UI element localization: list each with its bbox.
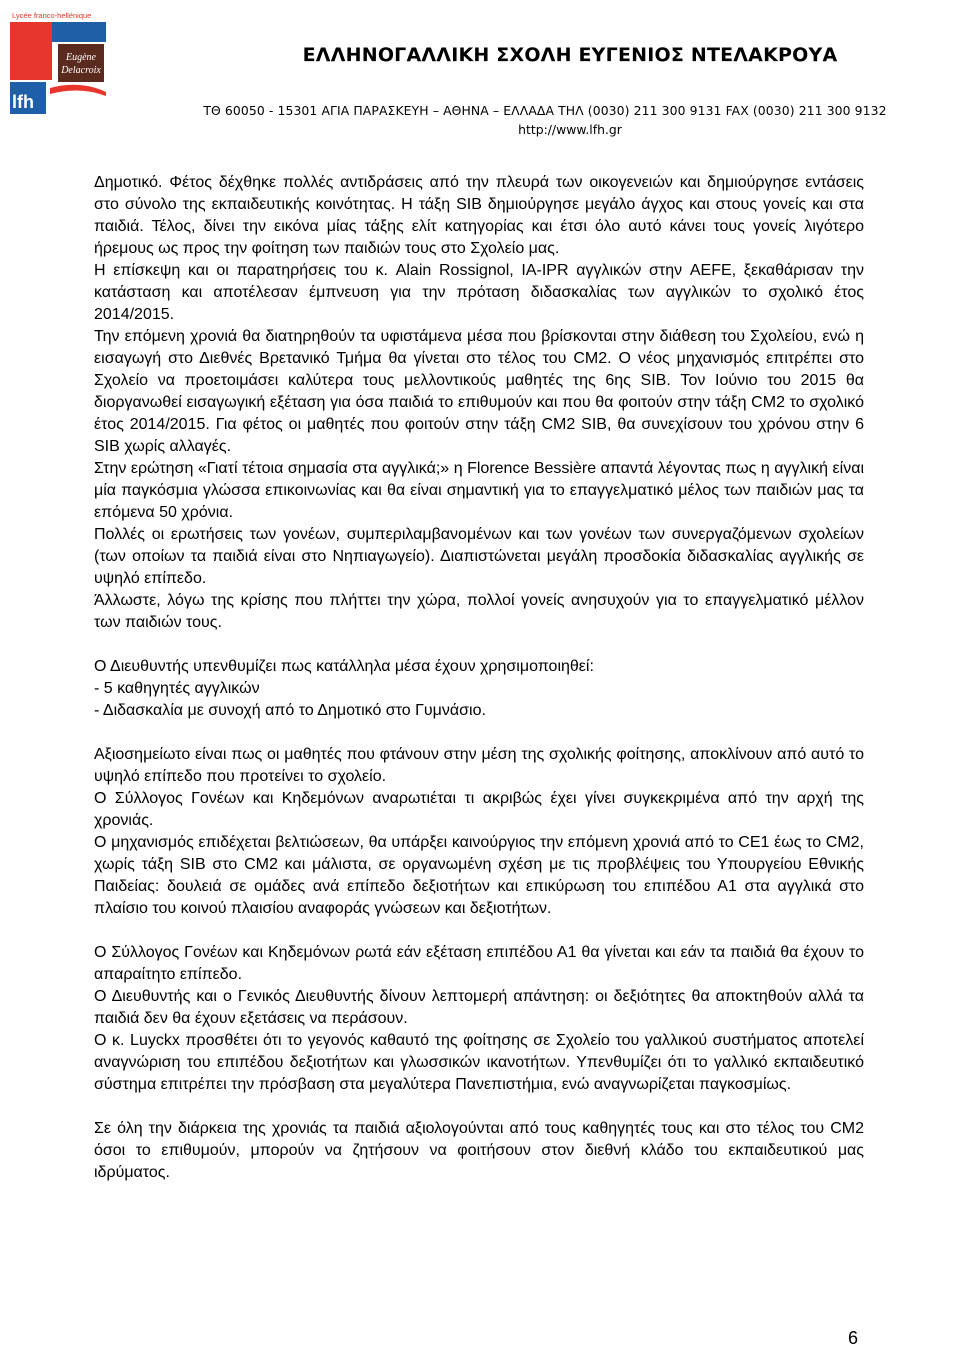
paragraph-6: Άλλωστε, λόγω της κρίσης που πλήττει την χώρα, πολλοί γονείς ανησυχούν για το επαγγελματικό μέλλον των παιδιών τους.	[94, 592, 864, 631]
paragraph-8: Αξιοσημείωτο είναι πως οι μαθητές που φτάνουν στην μέση της σχολικής φοίτησης, αποκλίνουν από αυτό το υψηλό επίπεδο που προτείνει το σχολείο.	[94, 746, 864, 785]
logo-blue-block	[52, 22, 106, 42]
logo-red-block	[10, 22, 52, 80]
school-url[interactable]: http://www.lfh.gr	[518, 122, 622, 137]
spacer	[94, 1096, 864, 1118]
school-logo	[10, 10, 110, 114]
logo-name-1: Eugène	[66, 52, 96, 63]
paragraph-5: Πολλές οι ερωτήσεις των γονέων, συμπεριλαμβανομένων και των γονέων των συνεργαζόμενων σχολείων (των οποίων τα παιδιά είναι στο Νηπιαγωγείο). Διαπιστώνεται μεγάλη προσδοκία διδασκαλίας αγγλικής σε υψηλό επίπεδο.	[94, 526, 864, 587]
paragraph-10: Ο μηχανισμός επιδέχεται βελτιώσεων, θα υπάρξει καινούργιος την επόμενη χρονιά από το CE1 έως το CM2, χωρίς τάξη SIB στο CM2 και μάλιστα, σε οργανωμένη σχέση με τις προβλέψεις του Υπουργείου Εθνικής Παιδείας: δουλειά σε ομάδες ανά επίπεδο δεξιοτήτων και επικύρωση του επιπέδου Α1 στα αγγλικά στο πλαίσιο του κοινού πλαισίου αναφοράς γνώσεων και δεξιοτήτων.	[94, 834, 864, 917]
list-item-2: - Διδασκαλία με συνοχή από το Δημοτικό στο Γυμνάσιο.	[94, 702, 486, 719]
spacer	[94, 920, 864, 942]
paragraph-9: Ο Σύλλογος Γονέων και Κηδεμόνων αναρωτιέται τι ακριβώς έχει γίνει συγκεκριμένα από την αρχή της χρονιάς.	[94, 790, 864, 829]
paragraph-1: Δημοτικό. Φέτος δέχθηκε πολλές αντιδράσεις από την πλευρά των οικογενειών και δημιούργησε εντάσεις στο σύνολο της εκπαιδευτικής κοινότητας. Η τάξη SIB δημιούργησε μεγάλο άγχος και στους γονείς και στα παιδιά. Τέλος, δίνει την εικόνα μίας τάξης ελίτ κατηγορίας και έτσι όλο αυτό κάνει τους γονείς λιγότερο ήρεμους ως προς την φοίτηση των παιδιών τους στο Σχολείο μας.	[94, 174, 864, 257]
school-address: ΤΘ 60050 - 15301 ΑΓΙΑ ΠΑΡΑΣΚΕΥΗ – ΑΘΗΝΑ – ΕΛΛΑΔΑ ΤΗΛ (0030) 211 300 9131 FAX (0030) 211 300 9132	[203, 103, 887, 118]
page-number: 6	[848, 1328, 859, 1348]
logo-mark-text: lfh	[12, 92, 34, 112]
spacer	[94, 634, 864, 656]
paragraph-2: Η επίσκεψη και οι παρατηρήσεις του κ. Alain Rossignol, IA-IPR αγγλικών στην AEFE, ξεκαθάρισαν την κατάσταση και αποτέλεσαν έμπνευση για την πρόταση διδασκαλίας των αγγλικών το σχολικό έτος 2014/2015.	[94, 262, 865, 323]
logo-top-text: Lycée franco-hellénique	[12, 11, 92, 20]
paragraph-14: Σε όλη την διάρκεια της χρονιάς τα παιδιά αξιολογούνται από τους καθηγητές τους και στο τέλος του CM2 όσοι το επιθυμούν, μπορούν να ζητήσουν να φοιτήσουν στον διεθνή κλάδο του εκπαιδευτικού μας ιδρύματος.	[94, 1120, 864, 1181]
school-title: ΕΛΛΗΝΟΓΑΛΛΙΚΗ ΣΧΟΛΗ ΕΥΓΕΝΙΟΣ ΝΤΕΛΑΚΡΟΥΑ	[302, 44, 838, 66]
logo-name-2: Delacroix	[61, 65, 101, 76]
paragraph-12: Ο Διευθυντής και ο Γενικός Διευθυντής δίνουν λεπτομερή απάντηση: οι δεξιότητες θα αποκτηθούν αλλά τα παιδιά δεν θα έχουν εξετάσεις να περάσουν.	[94, 988, 864, 1027]
paragraph-4: Στην ερώτηση «Γιατί τέτοια σημασία στα αγγλικά;» η Florence Bessière απαντά λέγοντας πως η αγγλική είναι μία παγκόσμια γλώσσα επικοινωνίας και θα είναι σημαντική για το επαγγελματικό μέλος των παιδιών μας τα επόμενα 50 χρόνια.	[94, 460, 864, 521]
paragraph-7: Ο Διευθυντής υπενθυμίζει πως κατάλληλα μέσα έχουν χρησιμοποιηθεί:	[94, 658, 594, 675]
document-body	[94, 172, 864, 1184]
spacer	[94, 722, 864, 744]
list-item-1: - 5 καθηγητές αγγλικών	[94, 680, 260, 697]
paragraph-3: Την επόμενη χρονιά θα διατηρηθούν τα υφιστάμενα μέσα που βρίσκονται στην διάθεση του Σχολείου, ενώ η εισαγωγή στο Διεθνές Βρετανικό Τμήμα θα γίνεται στο τέλος του CM2. Ο νέος μηχανισμός επιτρέπει στο Σχολείο να προετοιμάσει καλύτερα τους μελλοντικούς μαθητές της 6ης SIB. Τον Ιούνιο του 2015 θα διοργανωθεί εισαγωγική εξέταση για όσα παιδιά το επιθυμούν και που θα φοιτούν στην τάξη CM2 το σχολικό έτος 2014/2015. Για φέτος οι μαθητές που φοιτούν στην τάξη CM2 SIB, θα συνεχίσουν του χρόνου στην 6 SIB χωρίς αλλαγές.	[94, 328, 864, 455]
paragraph-11: Ο Σύλλογος Γονέων και Κηδεμόνων ρωτά εάν εξέταση επιπέδου Α1 θα γίνεται και εάν τα παιδιά θα έχουν το απαραίτητο επίπεδο.	[94, 944, 864, 983]
logo-name-block	[58, 44, 104, 82]
paragraph-13: Ο κ. Luyckx προσθέτει ότι το γεγονός καθαυτό της φοίτησης σε Σχολείο του γαλλικού συστήματος αποτελεί αναγνώριση του επιπέδου δεξιοτήτων και γλωσσικών ικανοτήτων. Υπενθυμίζει ότι το γαλλικό εκπαιδευτικό σύστημα επιτρέπει την πρόσβαση στα μεγαλύτερα Πανεπιστήμια, ενώ αναγνωρίζεται παγκοσμίως.	[94, 1032, 864, 1093]
